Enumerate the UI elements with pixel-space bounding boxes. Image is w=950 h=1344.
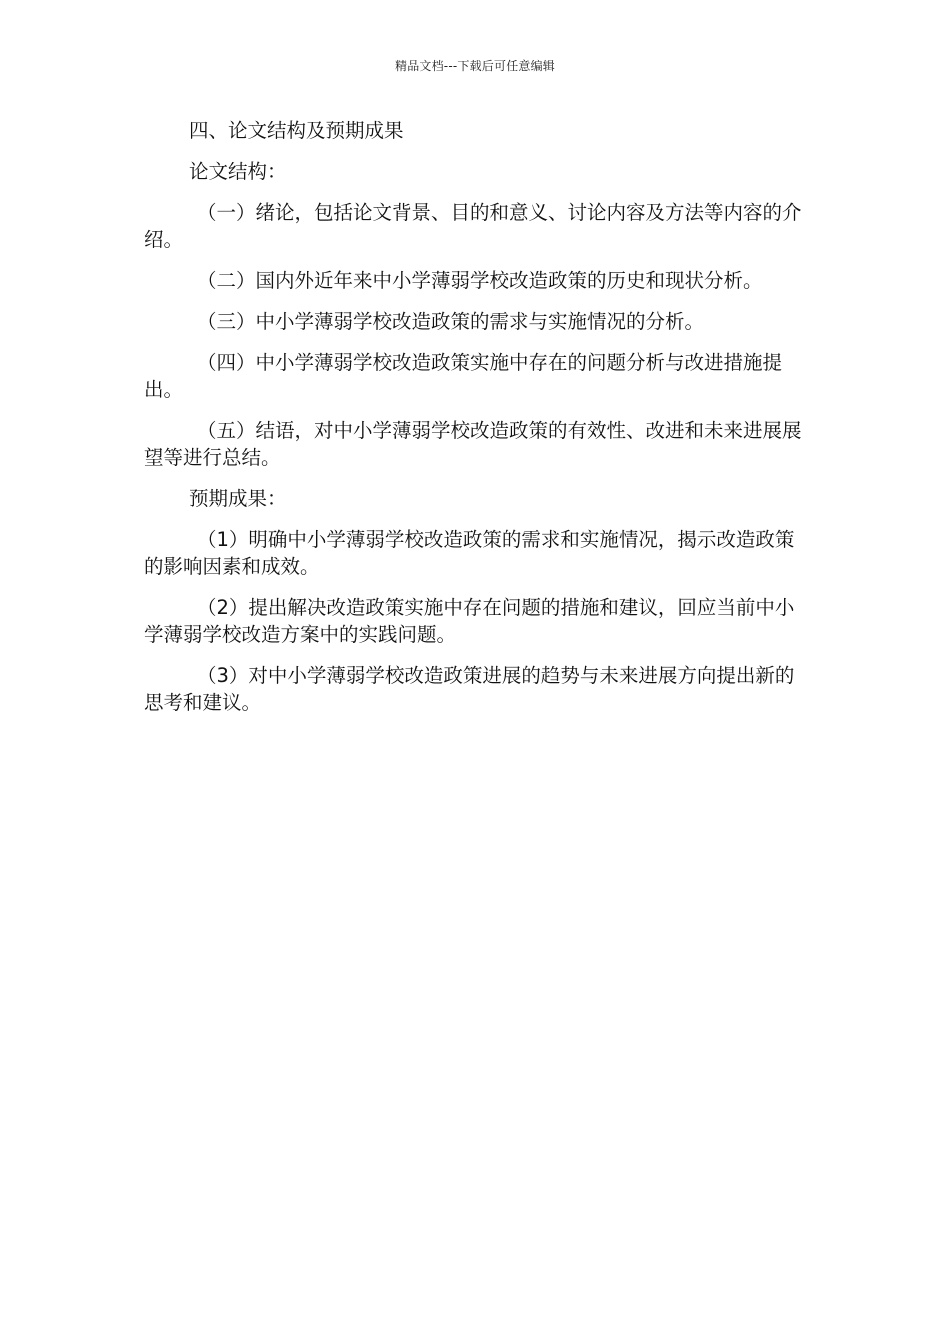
outcome-item: （2）提出解决改造政策实施中存在问题的措施和建议，回应当前中小学薄弱学校改造方案中的实践问题。 bbox=[144, 596, 795, 646]
outcomes-label: 预期成果： bbox=[189, 487, 287, 510]
outcome-item: （3）对中小学薄弱学校改造政策进展的趋势与未来进展方向提出新的思考和建议。 bbox=[144, 664, 795, 714]
structure-label: 论文结构： bbox=[189, 160, 287, 183]
document-body bbox=[144, 117, 810, 730]
structure-item: （五）结语，对中小学薄弱学校改造政策的有效性、改进和未来进展展望等进行总结。 bbox=[144, 419, 802, 469]
outcome-item: （1）明确中小学薄弱学校改造政策的需求和实施情况，揭示改造政策的影响因素和成效。 bbox=[144, 528, 795, 578]
structure-item: （一）绪论，包括论文背景、目的和意义、讨论内容及方法等内容的介绍。 bbox=[144, 201, 802, 251]
structure-item: （三）中小学薄弱学校改造政策的需求与实施情况的分析。 bbox=[197, 310, 705, 333]
structure-item: （二）国内外近年来中小学薄弱学校改造政策的历史和现状分析。 bbox=[197, 269, 763, 292]
section-title: 四、论文结构及预期成果 bbox=[189, 119, 404, 142]
page-header: 精品文档---下载后可任意编辑 bbox=[395, 59, 555, 73]
structure-item: （四）中小学薄弱学校改造政策实施中存在的问题分析与改进措施提出。 bbox=[144, 351, 783, 401]
